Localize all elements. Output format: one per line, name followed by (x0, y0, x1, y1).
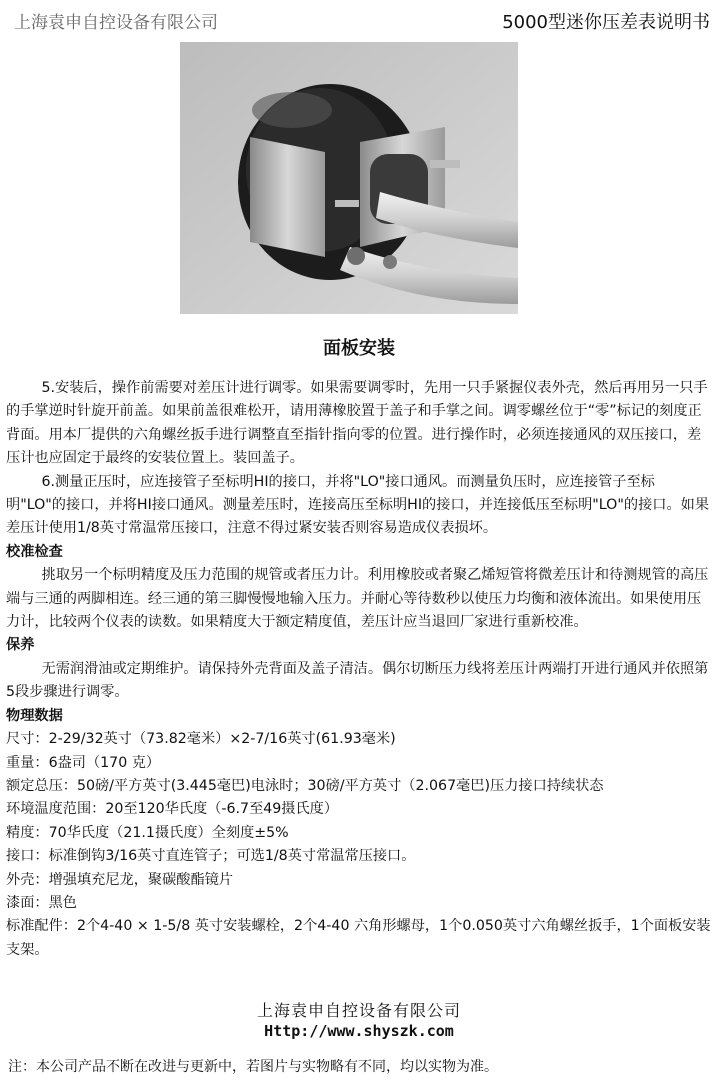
instruction-body (6, 377, 712, 962)
product-photo (180, 42, 518, 314)
section-title: 面板安装 (323, 338, 395, 359)
calibration-heading: 校准检查 (6, 543, 63, 560)
spec-weight: 重量：6盎司（170 克） (6, 754, 161, 771)
header-company-name: 上海袁申自控设备有限公司 (14, 13, 218, 33)
footer-company-name: 上海袁申自控设备有限公司 (256, 1001, 461, 1020)
footer-disclaimer-note: 注：本公司产品不断在改进与更新中，若图片与实物略有不同，均以实物为准。 (8, 1059, 498, 1075)
spec-finish: 漆面：黑色 (6, 894, 77, 911)
spec-accuracy: 精度：70华氏度（21.1摄氏度）全刻度±5% (6, 824, 289, 841)
step-6-paragraph: 6.测量正压时，应连接管子至标明HI的接口，并将"LO"接口通风。而测量负压时，应连接管子至标明"LO"的接口，并将HI接口通风。测量差压时，连接高压至标明HI的接口，并连接低压至标明"LO"的接口。如果差压计使用1/8英寸常温常压接口，注意不得过紧安装否则容易造成仪表损坏。 (6, 473, 710, 537)
spec-temperature-range: 环境温度范围：20至120华氏度（-6.7至49摄氏度） (6, 801, 339, 818)
spec-connections: 接口：标准倒钩3/16英寸直连管子；可选1/8英寸常温常压接口。 (6, 848, 416, 865)
calibration-paragraph: 挑取另一个标明精度及压力范围的规管或者压力计。利用橡胶或者聚乙烯短管将微差压计和待测规管的高压端与三通的两脚相连。经三通的第三脚慢慢地输入压力。并耐心等待数秒以使压力均衡和液体流出。如果使用压力计，比较两个仪表的读数。如果精度大于额定精度值，差压计应当退回厂家进行重新校准。 (6, 567, 709, 631)
maintenance-heading: 保养 (6, 637, 35, 654)
spec-dimensions: 尺寸：2-29/32英寸（73.82毫米）×2-7/16英寸(61.93毫米) (6, 731, 396, 748)
spec-rated-pressure: 额定总压：50磅/平方英寸(3.445毫巴)电泳时；30磅/平方英寸（2.067毫巴)压力接口持续状态 (6, 777, 604, 794)
physical-data-heading: 物理数据 (6, 707, 63, 724)
maintenance-paragraph: 无需润滑油或定期维护。请保持外壳背面及盖子清洁。偶尔切断压力线将差压计两端打开进行通风并依照第5段步骤进行调零。 (6, 660, 709, 701)
step-5-paragraph: 5.安装后，操作前需要对差压计进行调零。如果需要调零时，先用一只手紧握仪表外壳，然后再用另一只手的手掌逆时针旋开前盖。如果前盖很难松开，请用薄橡胶置于盖子和手掌之间。调零螺丝位于“零”标记的刻度正背面。用本厂提供的六角螺丝扳手进行调整直至指针指向零的位置。进行操作时，必须连接通风的双压接口，差压计也应固定于最终的安装位置上。装回盖子。 (6, 380, 708, 467)
footer-website-link[interactable]: Http://www.shyszk.com (264, 1022, 454, 1040)
page-header (0, 0, 718, 40)
spec-accessories: 标准配件：2个4-40 × 1-5/8 英寸安装螺栓，2个4-40 六角形螺母，1个0.050英寸六角螺丝扳手，1个面板安装支架。 (6, 918, 711, 958)
spec-housing: 外壳：增强填充尼龙，聚碳酸酯镜片 (6, 871, 234, 888)
header-document-title: 5000型迷你压差表说明书 (502, 12, 710, 33)
